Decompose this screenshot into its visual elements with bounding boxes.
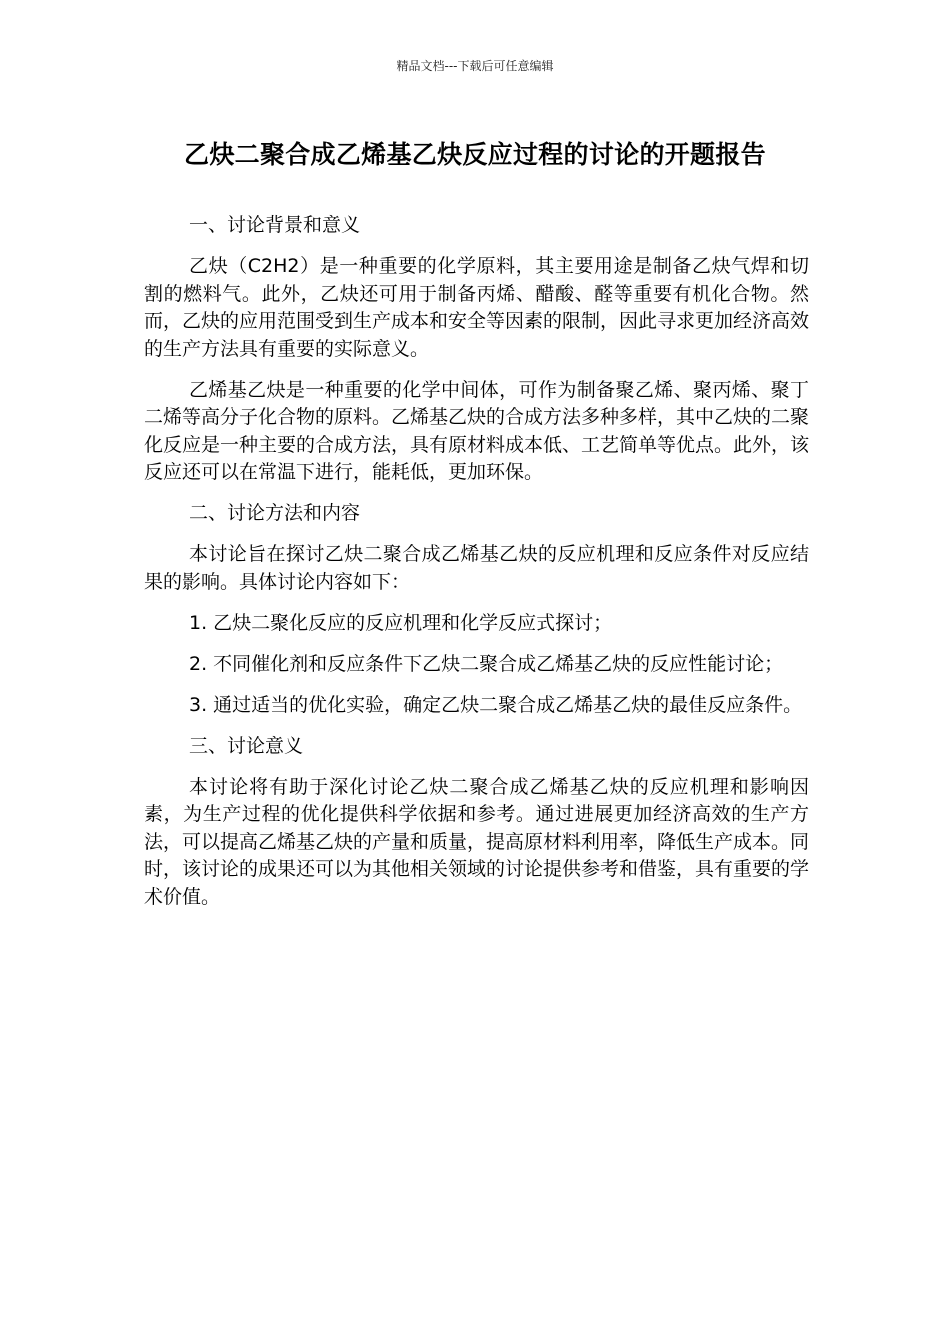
- paragraph-significance: 本讨论将有助于深化讨论乙炔二聚合成乙烯基乙炔的反应机理和影响因素，为生产过程的优化提供科学依据和参考。通过进展更加经济高效的生产方法，可以提高乙烯基乙炔的产量和质量，提高原材料利用率，降低生产成本。同时，该讨论的成果还可以为其他相关领域的讨论提供参考和借鉴，具有重要的学术价值。: [144, 775, 810, 908]
- section-heading-significance: 三、讨论意义: [189, 734, 304, 757]
- document-title: 乙炔二聚合成乙烯基乙炔反应过程的讨论的开题报告: [184, 140, 766, 169]
- paragraph-acetylene-intro: 乙炔（C2H2）是一种重要的化学原料，其主要用途是制备乙炔气焊和切割的燃料气。此外，乙炔还可用于制备丙烯、醋酸、醛等重要有机化合物。然而，乙炔的应用范围受到生产成本和安全等因素的限制，因此寻求更加经济高效的生产方法具有重要的实际意义。: [144, 255, 810, 360]
- header-note: 精品文档---下载后可任意编辑: [396, 59, 554, 73]
- section-heading-methods: 二、讨论方法和内容: [189, 502, 361, 524]
- list-item-3: 3. 通过适当的优化实验，确定乙炔二聚合成乙烯基乙炔的最佳反应条件。: [189, 693, 803, 716]
- section-heading-background: 一、讨论背景和意义: [189, 214, 361, 236]
- document-body: [144, 212, 809, 925]
- paragraph-vinylacetylene-intro: 乙烯基乙炔是一种重要的化学中间体，可作为制备聚乙烯、聚丙烯、聚丁二烯等高分子化合物的原料。乙烯基乙炔的合成方法多种多样，其中乙炔的二聚化反应是一种主要的合成方法，具有原材料成本低、工艺简单等优点。此外，该反应还可以在常温下进行，能耗低，更加环保。: [144, 378, 810, 483]
- paragraph-methods-intro: 本讨论旨在探讨乙炔二聚合成乙烯基乙炔的反应机理和反应条件对反应结果的影响。具体讨论内容如下：: [144, 543, 809, 593]
- list-item-2: 2. 不同催化剂和反应条件下乙炔二聚合成乙烯基乙炔的反应性能讨论；: [189, 652, 784, 675]
- list-item-1: 1. 乙炔二聚化反应的反应机理和化学反应式探讨；: [189, 611, 613, 634]
